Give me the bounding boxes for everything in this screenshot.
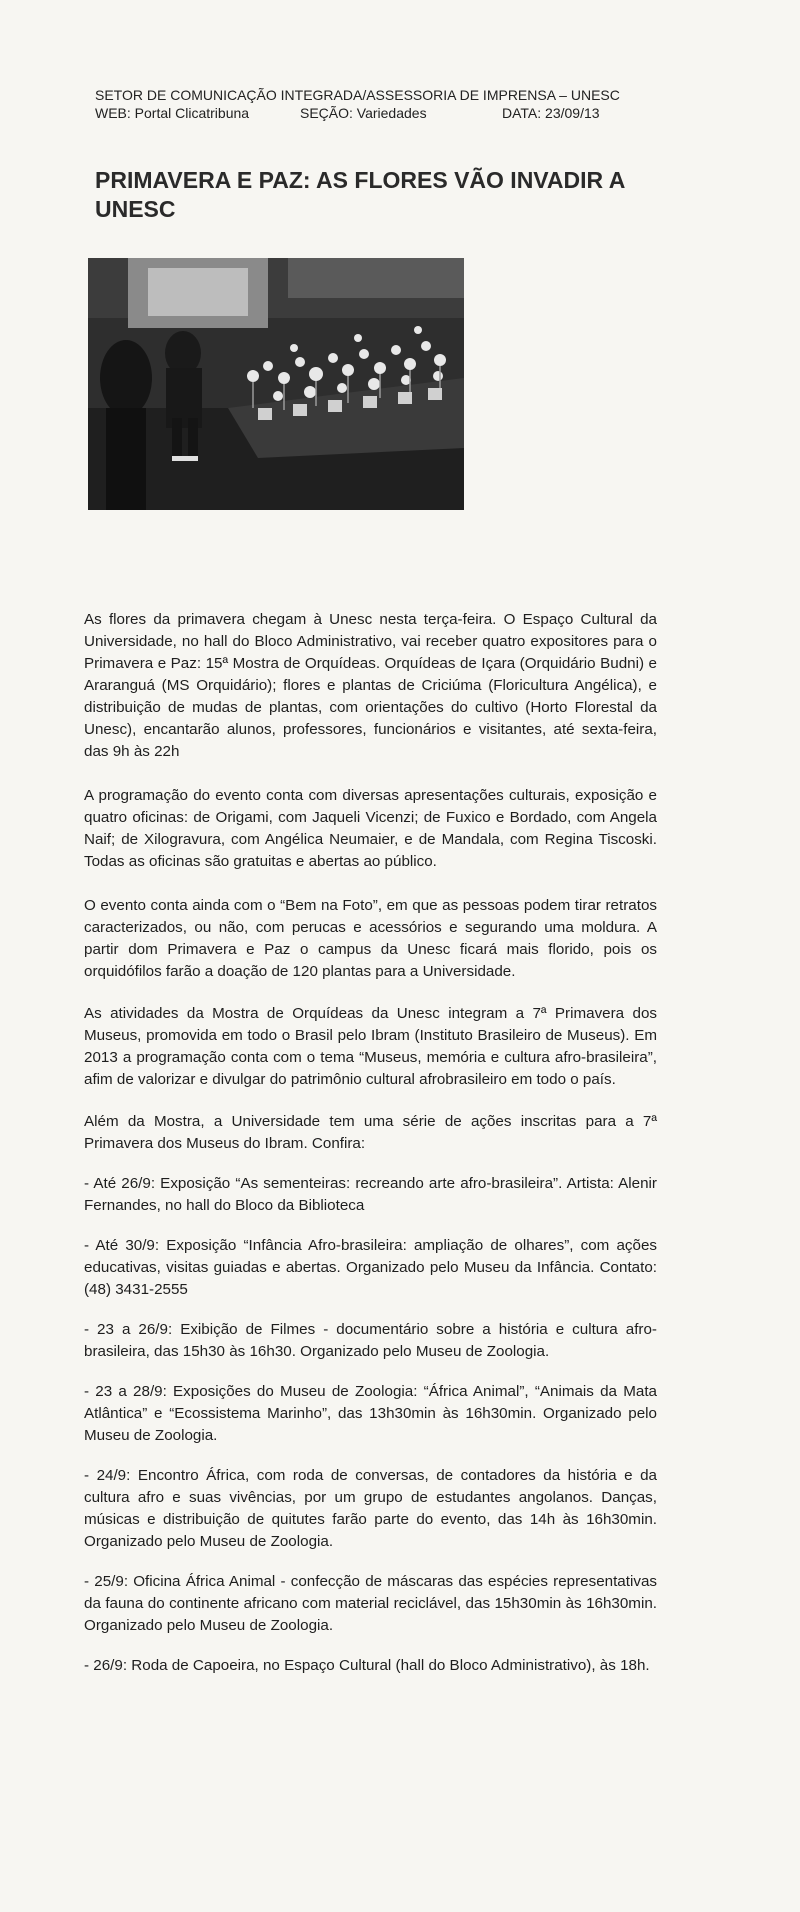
list-item: - 26/9: Roda de Capoeira, no Espaço Cultural (hall do Bloco Administrativo), às 18h. [84, 1657, 650, 1674]
list-item: - Até 26/9: Exposição “As sementeiras: recreando arte afro-brasileira”. Artista: Alenir Fernandes, no hall do Bloco da Biblioteca [84, 1175, 657, 1214]
flowers-photo-icon [88, 258, 464, 510]
paragraph-confira: Além da Mostra, a Universidade tem uma série de ações inscritas para a 7ª Primavera dos Museus do Ibram. Confira: [84, 1113, 657, 1152]
list-item: - Até 30/9: Exposição “Infância Afro-brasileira: ampliação de olhares”, com ações educativas, visitas guiadas e abertas. Organizado pelo Museu da Infância. Contato: (48) 3431-2555 [84, 1237, 657, 1298]
header-meta-line [95, 104, 675, 122]
list-item: - 23 a 26/9: Exibição de Filmes - documentário sobre a história e cultura afro-brasileira, das 15h30 às 16h30. Organizado pelo Museu de Zoologia. [84, 1321, 657, 1360]
header-web: WEB: Portal Clicatribuna [95, 105, 250, 121]
list-item: - 24/9: Encontro África, com roda de conversas, de contadores da história e da cultura afro e suas vivências, por um grupo de estudantes angolanos. Danças, músicas e distribuição de quitutes farão parte do evento, das 14h às 16h30min. Organizado pelo Museu de Zoologia. [84, 1467, 657, 1550]
clipping-header [95, 86, 675, 122]
header-date: DATA: 23/09/13 [502, 105, 600, 121]
list-item: - 25/9: Oficina África Animal - confecção de máscaras das espécies representativas da fauna do continente africano com material reciclável, das 15h30min às 16h30min. Organizado pelo Museu de Zoologia. [84, 1573, 657, 1634]
paragraph-programming: A programação do evento conta com diversas apresentações culturais, exposição e quatro oficinas: de Origami, com Jaqueli Vicenzi; de Fuxico e Bordado, com Angela Naif; de Xilogravura, com Angélica Neumaier, e de Mandala, com Regina Tiscoski. Todas as oficinas são gratuitas e abertas ao público. [84, 787, 657, 870]
list-item: - 23 a 28/9: Exposições do Museu de Zoologia: “África Animal”, “Animais da Mata Atlântica” e “Ecossistema Marinho”, das 13h30min às 16h30min. Organizado pelo Museu de Zoologia. [84, 1383, 657, 1444]
paragraph-intro: As flores da primavera chegam à Unesc nesta terça-feira. O Espaço Cultural da Universidade, no hall do Bloco Administrativo, vai receber quatro expositores para o Primavera e Paz: 15ª Mostra de Orquídeas. Orquídeas de Içara (Orquidário Budni) e Araranguá (MS Orquidário); flores e plantas de Criciúma (Floricultura Angélica), e distribuição de mudas de plantas, com orientações do cultivo (Horto Florestal da Unesc), encantarão alunos, professores, funcionários e visitantes, até sexta-feira, das 9h às 22h [84, 611, 657, 760]
paragraph-bem-na-foto: O evento conta ainda com o “Bem na Foto”, em que as pessoas podem tirar retratos caracterizados, ou não, com perucas e acessórios e segurando uma moldura. A partir dom Primavera e Paz o campus da Unesc ficará mais florido, pois os orquidófilos farão a doação de 120 plantas para a Universidade. [84, 897, 657, 980]
article-title: PRIMAVERA E PAZ: AS FLORES VÃO INVADIR A UNESC [95, 167, 625, 222]
article-body [84, 609, 657, 1677]
paragraph-primavera-museus: As atividades da Mostra de Orquídeas da Unesc integram a 7ª Primavera dos Museus, promovida em todo o Brasil pelo Ibram (Instituto Brasileiro de Museus). Em 2013 a programação conta com o tema “Museus, memória e cultura afro-brasileira”, afim de valorizar e divulgar do patrimônio cultural afrobrasileiro em todo o país. [84, 1005, 657, 1088]
header-section: SEÇÃO: Variedades [300, 105, 427, 121]
header-sector-line: SETOR DE COMUNICAÇÃO INTEGRADA/ASSESSORIA DE IMPRENSA – UNESC [95, 87, 620, 103]
